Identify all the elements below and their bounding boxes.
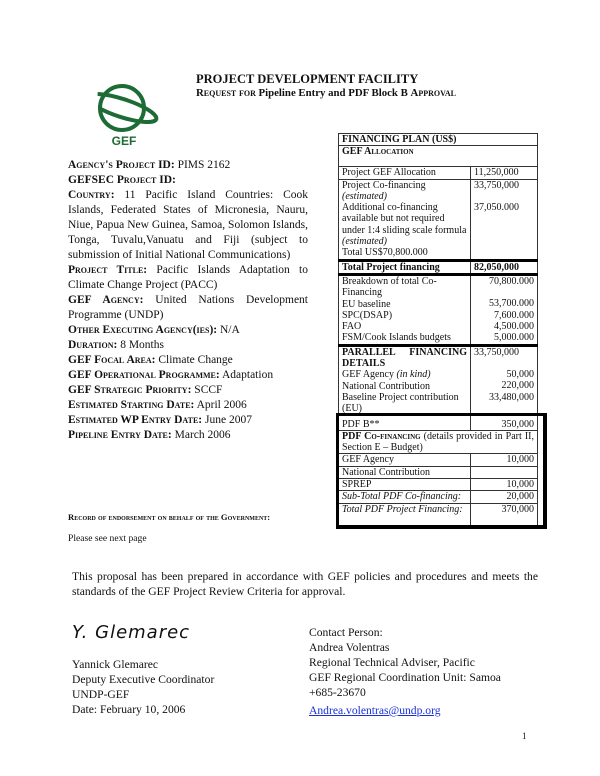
label-note: (estimated) [342, 190, 387, 202]
signature: Y. Glemarec [72, 622, 191, 643]
endorsement-note: Please see next page [68, 533, 147, 544]
label-text: Baseline Project contribution (EU) [342, 391, 459, 415]
label-text: SPC(DSAP) [342, 309, 393, 321]
row-label: Sub-Total PDF Co-financing: [339, 491, 471, 503]
label-text: GEF Agency [342, 369, 397, 381]
subtitle-part: Request for [196, 87, 256, 99]
row-value: 20,000 [471, 491, 538, 503]
field-label: Other Executing Agency(ies): [68, 324, 218, 336]
field-value: April 2006 [194, 399, 247, 411]
agency-project-id [68, 158, 308, 173]
endorsement-label: Record of endorsement on behalf of the Government: [68, 512, 271, 522]
row-label: Project GEF Allocation [339, 167, 471, 179]
label-text [342, 369, 467, 380]
field-value: Pacific Islands Adaptation to Climate Change Project (PACC) [68, 264, 308, 291]
row-value: 350,000 [471, 415, 538, 430]
value-text: 7,600.000 [494, 309, 534, 321]
value-text: 70,800.000 [489, 275, 534, 287]
label-note: (estimated) [342, 236, 387, 248]
contact-phone: +685-23670 [309, 686, 366, 699]
field-value: Adaptation [219, 369, 274, 381]
contact-heading: Contact Person: [309, 626, 383, 639]
label-text: National Contribution [342, 380, 431, 392]
row-value: 11,250,000 [471, 167, 538, 179]
project-info [68, 158, 308, 443]
value-text: 33,480,000 [489, 391, 534, 403]
label-text: Breakdown of total Co-Financing [342, 275, 437, 299]
table-row [339, 345, 538, 415]
table-row [339, 479, 538, 491]
row-label: PDF B** [339, 415, 471, 430]
table-row [339, 415, 538, 430]
field-label: Agency's Project ID: [68, 159, 175, 171]
row-value [471, 345, 538, 415]
field-label: GEF Operational Programme: [68, 369, 220, 381]
value-text: 53,700.000 [489, 298, 534, 310]
field-label: GEF Strategic Priority: [68, 384, 192, 396]
row-label: SPREP [339, 479, 471, 491]
table-row [339, 430, 538, 454]
label-text: Additional co-financing available but not required under 1:4 sliding scale formula [342, 202, 467, 236]
contact-name: Andrea Volentras [309, 641, 390, 654]
field-label: Country: [68, 189, 115, 201]
signatory-title: Deputy Executive Coordinator [72, 673, 215, 686]
row-label [339, 274, 471, 345]
contact-title: Regional Technical Adviser, Pacific [309, 656, 475, 669]
estimated-wp-entry-date [68, 413, 308, 428]
field-label: Estimated WP Entry Date: [68, 414, 203, 426]
label-note: (in kind) [396, 369, 431, 381]
row-value [471, 179, 538, 260]
field-value: N/A [217, 324, 240, 336]
field-value: June 2007 [202, 414, 252, 426]
label-text: PARALLEL FINANCING DETAILS [342, 346, 467, 370]
table-row [339, 503, 538, 528]
label-text: Total US$70,800.000 [342, 247, 428, 259]
value-text: 4,500.000 [494, 320, 534, 332]
signatory-block [72, 657, 214, 717]
label-text: FSM/Cook Islands budgets [342, 332, 451, 344]
label-text: EU baseline [342, 298, 391, 310]
row-label [339, 430, 538, 454]
subtitle-part: Pipeline Entry and PDF Block B [255, 87, 411, 99]
signatory-name: Yannick Glemarec [72, 658, 159, 671]
value-text: 37,050.000 [474, 201, 519, 213]
field-label: GEFSEC Project ID: [68, 174, 176, 186]
table-title: FINANCING PLAN (US$) [339, 134, 538, 146]
table-row [339, 274, 538, 345]
gefsec-project-id [68, 173, 308, 188]
field-value: Climate Change [155, 354, 233, 366]
field-value: PIMS 2162 [174, 159, 231, 171]
row-value [471, 466, 538, 478]
row-value [471, 274, 538, 345]
field-value: SCCF [191, 384, 223, 396]
subtitle-part: Approval [410, 87, 456, 99]
value-text: 33,750,000 [474, 179, 519, 191]
row-label: GEF Agency [339, 454, 471, 466]
focal-area [68, 353, 308, 368]
other-executing-agencies [68, 323, 308, 338]
document-title: PROJECT DEVELOPMENT FACILITY [196, 72, 419, 86]
row-label: National Contribution [339, 466, 471, 478]
duration [68, 338, 308, 353]
field-label: GEF Agency: [68, 294, 144, 306]
pipeline-entry-date [68, 428, 308, 443]
table-row [339, 466, 538, 478]
field-label: Project Title: [68, 264, 148, 276]
strategic-priority [68, 383, 308, 398]
table-row [339, 179, 538, 260]
financing-plan-table [338, 133, 538, 529]
label-text [342, 202, 467, 247]
gef-agency [68, 293, 308, 323]
row-label [339, 345, 471, 415]
value-text: 5,000.000 [494, 332, 534, 344]
table-row [339, 454, 538, 466]
contact-unit: GEF Regional Coordination Unit: Samoa [309, 671, 501, 684]
label-text [342, 347, 467, 370]
table-row [339, 491, 538, 503]
label-text: Project Co-financing [342, 179, 426, 191]
field-value: March 2006 [171, 429, 231, 441]
signatory-org: UNDP-GEF [72, 688, 130, 701]
field-label: Duration: [68, 339, 118, 351]
row-label: Total Project financing [339, 260, 471, 274]
field-label: Estimated Starting Date: [68, 399, 195, 411]
label-text: FAO [342, 321, 362, 333]
table-row [339, 260, 538, 274]
row-value: 10,000 [471, 479, 538, 491]
field-label: Pipeline Entry Date: [68, 429, 172, 441]
row-value: 10,000 [471, 454, 538, 466]
project-title [68, 263, 308, 293]
page-number: 1 [522, 731, 527, 741]
field-label: GEF Focal Area: [68, 354, 156, 366]
table-row [339, 134, 538, 146]
contact-block [309, 625, 501, 718]
operational-programme [68, 368, 308, 383]
section-header: GEF Allocation [339, 146, 538, 167]
document-subtitle [196, 87, 456, 99]
logo-text: GEF [111, 134, 137, 148]
contact-email-link[interactable]: Andrea.volentras@undp.org [309, 704, 441, 717]
row-label: Total PDF Project Financing: [339, 503, 471, 528]
row-label [339, 179, 471, 260]
value-text: 220,000 [501, 380, 534, 392]
value-text: 50,000 [506, 369, 534, 381]
row-value: 82,050,000 [471, 260, 538, 274]
country [68, 188, 308, 263]
signatory-date: Date: February 10, 2006 [72, 703, 186, 716]
row-value: 370,000 [471, 503, 538, 528]
table-row [339, 146, 538, 167]
approval-statement: This proposal has been prepared in accordance with GEF policies and procedures and meets the standards of the GEF Project Review Criteria for approval. [72, 570, 538, 598]
label-text: (details provided in Part II, Section E – Budget) [342, 430, 534, 454]
field-value: 11 Pacific Island Countries: Cook Islands, Federated States of Micronesia, Nauru, Niue, Papua New Guinea, Samoa, Solomon Islands, Tonga, Tuvalu,Vanuatu and Fiji (subject to submission of Initial National Communications) [68, 189, 308, 261]
table-row [339, 167, 538, 179]
field-value: 8 Months [117, 339, 164, 351]
value-text: 33,750,000 [474, 346, 519, 358]
label-text: PDF Co-financing [342, 430, 421, 442]
field-value: United Nations Development Programme (UNDP) [68, 294, 308, 321]
estimated-starting-date [68, 398, 308, 413]
